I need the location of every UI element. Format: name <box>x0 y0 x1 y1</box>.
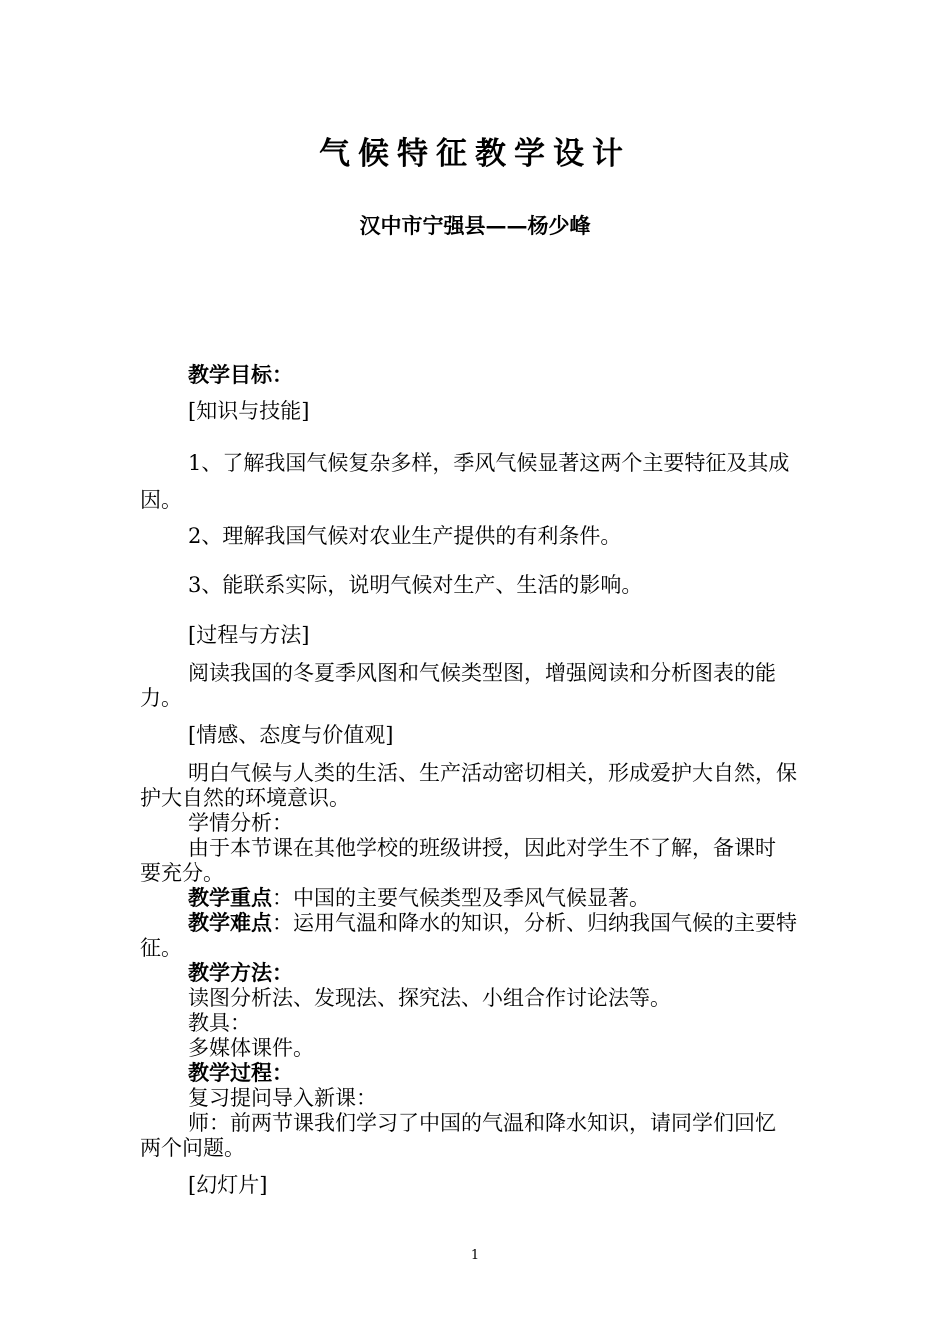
student-analysis-text-continued: 要充分。 <box>140 861 224 885</box>
difficulties-text-continued: 征。 <box>140 936 182 960</box>
process-text: 阅读我国的冬夏季风图和气候类型图，增强阅读和分析图表的能 <box>188 661 776 685</box>
heading-student-analysis: 学情分析： <box>188 811 293 835</box>
difficulties-label: 教学难点 <box>188 910 272 935</box>
key-points-line <box>188 885 860 911</box>
key-points-text: ：中国的主要气候类型及季风气候显著。 <box>272 886 650 910</box>
teacher-text: 师：前两节课我们学习了中国的气温和降水知识，请同学们回忆 <box>188 1111 776 1135</box>
goal-item-3: 3、能联系实际，说明气候对生产、生活的影响。 <box>188 573 643 597</box>
emotion-text: 明白气候与人类的生活、生产活动密切相关，形成爱护大自然，保 <box>188 761 797 785</box>
key-points-label: 教学重点 <box>188 885 272 910</box>
heading-teaching-process: 教学过程： <box>188 1060 293 1085</box>
difficulties-line <box>188 910 860 936</box>
goal-item-1: 1、了解我国气候复杂多样，季风气候显著这两个主要特征及其成 <box>188 451 790 475</box>
slide-marker: [幻灯片] <box>188 1173 268 1197</box>
review-intro: 复习提问导入新课： <box>188 1086 377 1110</box>
teacher-text-continued: 两个问题。 <box>140 1136 245 1160</box>
student-analysis-text: 由于本节课在其他学校的班级讲授，因此对学生不了解，备课时 <box>188 836 776 860</box>
teaching-aids-text: 多媒体课件。 <box>188 1036 314 1060</box>
teaching-methods-text: 读图分析法、发现法、探究法、小组合作讨论法等。 <box>188 986 671 1010</box>
goal-item-1-continued: 因。 <box>140 488 182 512</box>
document-title: 气候特征教学设计 <box>319 136 631 172</box>
process-text-continued: 力。 <box>140 686 182 710</box>
heading-teaching-aids: 教具： <box>188 1011 251 1035</box>
author-line: 汉中市宁强县——杨少峰 <box>359 213 591 238</box>
difficulties-text: ：运用气温和降水的知识，分析、归纳我国气候的主要特 <box>272 911 797 935</box>
heading-teaching-methods: 教学方法： <box>188 960 293 985</box>
section-knowledge-skills: [知识与技能] <box>188 399 310 423</box>
section-emotion-values: [情感、态度与价值观] <box>188 723 394 747</box>
heading-teaching-goals: 教学目标： <box>188 362 293 387</box>
goal-item-2: 2、理解我国气候对农业生产提供的有利条件。 <box>188 524 622 548</box>
emotion-text-continued: 护大自然的环境意识。 <box>140 786 350 810</box>
section-process-methods: [过程与方法] <box>188 623 310 647</box>
page-number: 1 <box>470 1248 480 1263</box>
